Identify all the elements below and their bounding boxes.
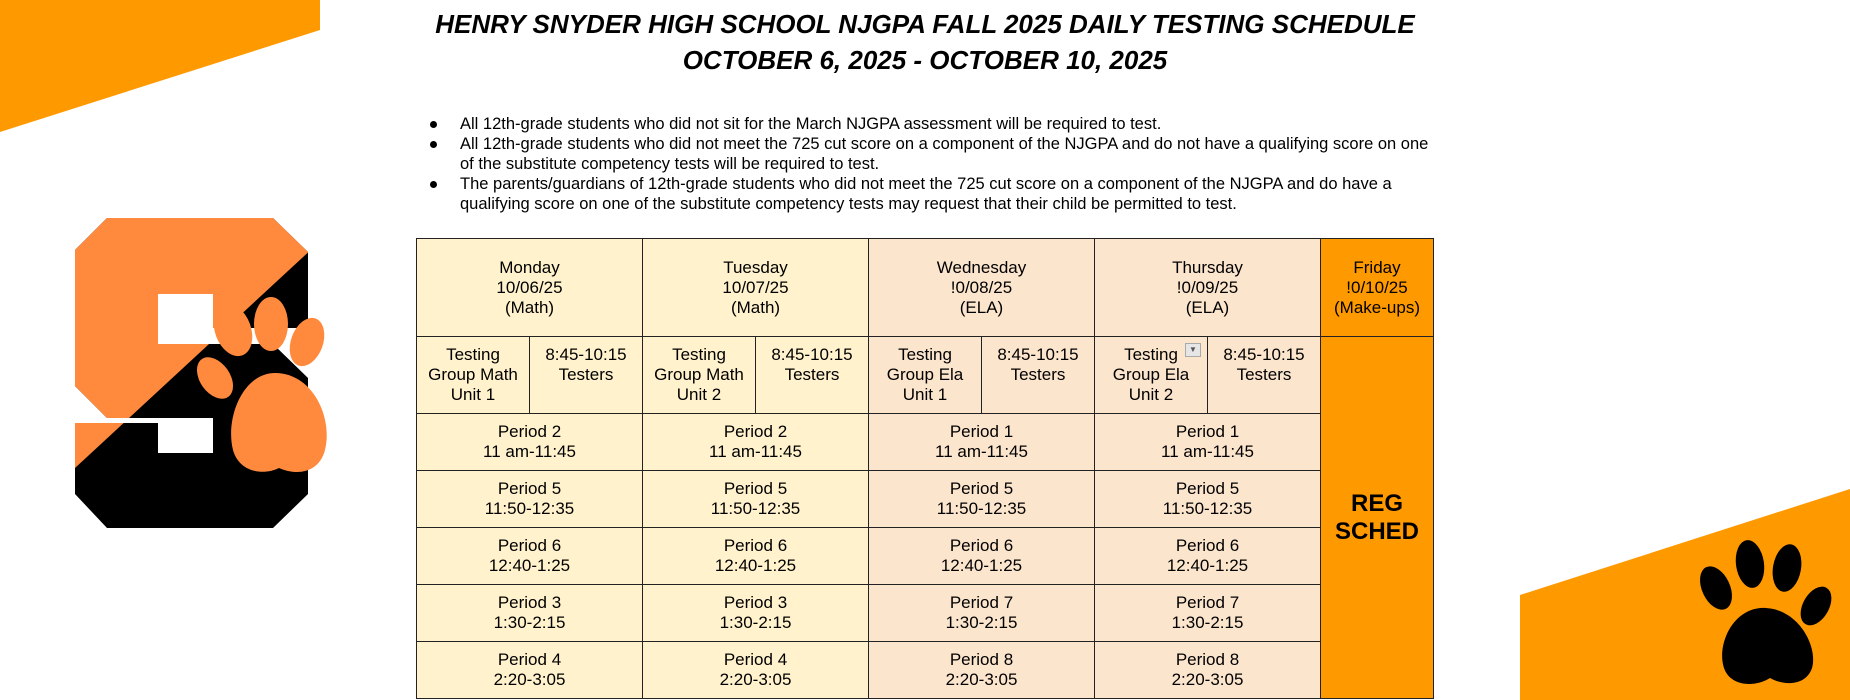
day-header-thursday xyxy=(1095,239,1321,337)
cell-dropdown-icon[interactable]: ▼ xyxy=(1185,343,1201,357)
day-date: 10/07/25 xyxy=(722,277,789,297)
bullet-item: All 12th-grade students who did not sit for the March NJGPA assessment will be required to test. xyxy=(422,114,1442,134)
period-name: Period 4 xyxy=(497,650,562,669)
eligibility-notes xyxy=(422,114,1442,214)
day-date: !0/10/25 xyxy=(1346,277,1408,297)
testing-time: 8:45-10:15 xyxy=(545,345,627,364)
period-time: 11:50-12:35 xyxy=(1162,499,1253,518)
period-name: Period 2 xyxy=(723,422,788,441)
paw-print-icon xyxy=(1688,536,1838,691)
day-date: !0/09/25 xyxy=(1176,277,1239,297)
period-name: Period 5 xyxy=(497,479,562,498)
period-time: 11 am-11:45 xyxy=(709,442,802,461)
period-time: 11:50-12:35 xyxy=(936,499,1027,518)
period-time: 12:40-1:25 xyxy=(940,556,1023,575)
testing-group-line: Group Math xyxy=(654,365,744,384)
period-cell xyxy=(1095,585,1321,642)
testing-group-line: Group Ela xyxy=(1112,365,1190,384)
testing-group-line: Unit 1 xyxy=(450,385,496,404)
testing-group-line: Group Ela xyxy=(886,365,964,384)
period-time: 11 am-11:45 xyxy=(483,442,576,461)
day-subject: (ELA) xyxy=(959,297,1004,317)
period-cell xyxy=(869,414,1095,471)
period-name: Period 6 xyxy=(1175,536,1240,555)
period-cell xyxy=(643,414,869,471)
period-time: 2:20-3:05 xyxy=(1171,670,1244,689)
period-time: 11:50-12:35 xyxy=(710,499,801,518)
period-time: 1:30-2:15 xyxy=(493,613,566,632)
period-name: Period 5 xyxy=(1175,479,1240,498)
period-name: Period 1 xyxy=(949,422,1014,441)
period-cell xyxy=(417,471,643,528)
period-cell xyxy=(869,642,1095,699)
period-time: 1:30-2:15 xyxy=(945,613,1018,632)
period-time: 2:20-3:05 xyxy=(493,670,566,689)
period-name: Period 6 xyxy=(497,536,562,555)
period-cell xyxy=(869,471,1095,528)
top-left-orange-banner xyxy=(0,0,320,135)
period-name: Period 2 xyxy=(497,422,562,441)
testing-testers: Testers xyxy=(784,365,840,384)
day-name: Thursday xyxy=(1172,257,1243,277)
period-name: Period 7 xyxy=(1175,593,1240,612)
day-header-tuesday xyxy=(643,239,869,337)
testing-time-cell xyxy=(756,337,869,414)
testing-group-line: Testing xyxy=(898,345,952,364)
period-cell xyxy=(1095,471,1321,528)
period-time: 1:30-2:15 xyxy=(719,613,792,632)
testing-group-line: Testing xyxy=(1124,345,1178,364)
day-subject: (ELA) xyxy=(1185,297,1230,317)
testing-time: 8:45-10:15 xyxy=(1223,345,1305,364)
period-name: Period 5 xyxy=(949,479,1014,498)
testing-group-cell xyxy=(417,337,530,414)
period-time: 2:20-3:05 xyxy=(945,670,1018,689)
school-s-paw-logo xyxy=(75,218,340,533)
testing-time-cell xyxy=(1208,337,1321,414)
friday-note-line: SCHED xyxy=(1334,517,1419,545)
period-cell xyxy=(417,414,643,471)
period-cell xyxy=(643,585,869,642)
period-time: 11 am-11:45 xyxy=(935,442,1028,461)
period-cell xyxy=(417,642,643,699)
period-time: 1:30-2:15 xyxy=(1171,613,1244,632)
period-time: 11:50-12:35 xyxy=(484,499,575,518)
period-name: Period 6 xyxy=(723,536,788,555)
testing-group-line: Testing xyxy=(672,345,726,364)
bullet-item: All 12th-grade students who did not meet the 725 cut score on a component of the NJGPA and do not have a qualifying score on one of the substitute competency tests will be required to test. xyxy=(422,134,1442,174)
page-title-line-2: OCTOBER 6, 2025 - OCTOBER 10, 2025 xyxy=(682,45,1168,75)
period-cell xyxy=(1095,414,1321,471)
period-name: Period 4 xyxy=(723,650,788,669)
page-title-line-1: HENRY SNYDER HIGH SCHOOL NJGPA FALL 2025 DAILY TESTING SCHEDULE xyxy=(435,9,1415,39)
testing-testers: Testers xyxy=(1010,365,1066,384)
testing-testers: Testers xyxy=(558,365,614,384)
period-name: Period 3 xyxy=(497,593,562,612)
period-cell xyxy=(869,528,1095,585)
day-subject: (Make-ups) xyxy=(1334,297,1420,317)
period-name: Period 1 xyxy=(1175,422,1240,441)
period-time: 11 am-11:45 xyxy=(1161,442,1254,461)
testing-schedule-table xyxy=(416,238,1434,699)
period-name: Period 5 xyxy=(723,479,788,498)
testing-time-cell xyxy=(982,337,1095,414)
period-cell xyxy=(643,642,869,699)
day-name: Monday xyxy=(499,257,560,277)
period-cell xyxy=(643,471,869,528)
period-cell xyxy=(1095,528,1321,585)
testing-time: 8:45-10:15 xyxy=(771,345,853,364)
day-date: 10/06/25 xyxy=(496,277,563,297)
testing-group-line: Testing xyxy=(446,345,500,364)
testing-group-cell xyxy=(869,337,982,414)
testing-time: 8:45-10:15 xyxy=(997,345,1079,364)
period-time: 2:20-3:05 xyxy=(719,670,792,689)
period-cell xyxy=(643,528,869,585)
testing-group-line: Group Math xyxy=(428,365,518,384)
day-name: Friday xyxy=(1353,257,1401,277)
day-subject: (Math) xyxy=(504,297,555,317)
period-name: Period 8 xyxy=(949,650,1014,669)
period-name: Period 8 xyxy=(1175,650,1240,669)
day-name: Wednesday xyxy=(936,257,1027,277)
period-time: 12:40-1:25 xyxy=(1166,556,1249,575)
period-cell xyxy=(1095,642,1321,699)
day-subject: (Math) xyxy=(730,297,781,317)
period-time: 12:40-1:25 xyxy=(488,556,571,575)
period-name: Period 3 xyxy=(723,593,788,612)
period-cell xyxy=(417,528,643,585)
day-date: !0/08/25 xyxy=(950,277,1013,297)
friday-regular-schedule xyxy=(1321,337,1434,699)
period-cell xyxy=(869,585,1095,642)
day-header-monday xyxy=(417,239,643,337)
friday-note-line: REG xyxy=(1350,489,1403,517)
day-name: Tuesday xyxy=(723,257,788,277)
period-cell xyxy=(417,585,643,642)
period-name: Period 6 xyxy=(949,536,1014,555)
testing-group-line: Unit 2 xyxy=(1128,385,1174,404)
period-time: 12:40-1:25 xyxy=(714,556,797,575)
testing-group-cell xyxy=(643,337,756,414)
testing-group-line: Unit 2 xyxy=(676,385,722,404)
testing-group-cell[interactable] xyxy=(1095,337,1208,414)
bullet-item: The parents/guardians of 12th-grade students who did not meet the 725 cut score on a component of the NJGPA and do have a qualifying score on one of the substitute competency tests may request that their child be permitted to test. xyxy=(422,174,1442,214)
period-name: Period 7 xyxy=(949,593,1014,612)
testing-group-line: Unit 1 xyxy=(902,385,948,404)
day-header-friday xyxy=(1321,239,1434,337)
testing-time-cell xyxy=(530,337,643,414)
day-header-wednesday xyxy=(869,239,1095,337)
testing-testers: Testers xyxy=(1236,365,1292,384)
